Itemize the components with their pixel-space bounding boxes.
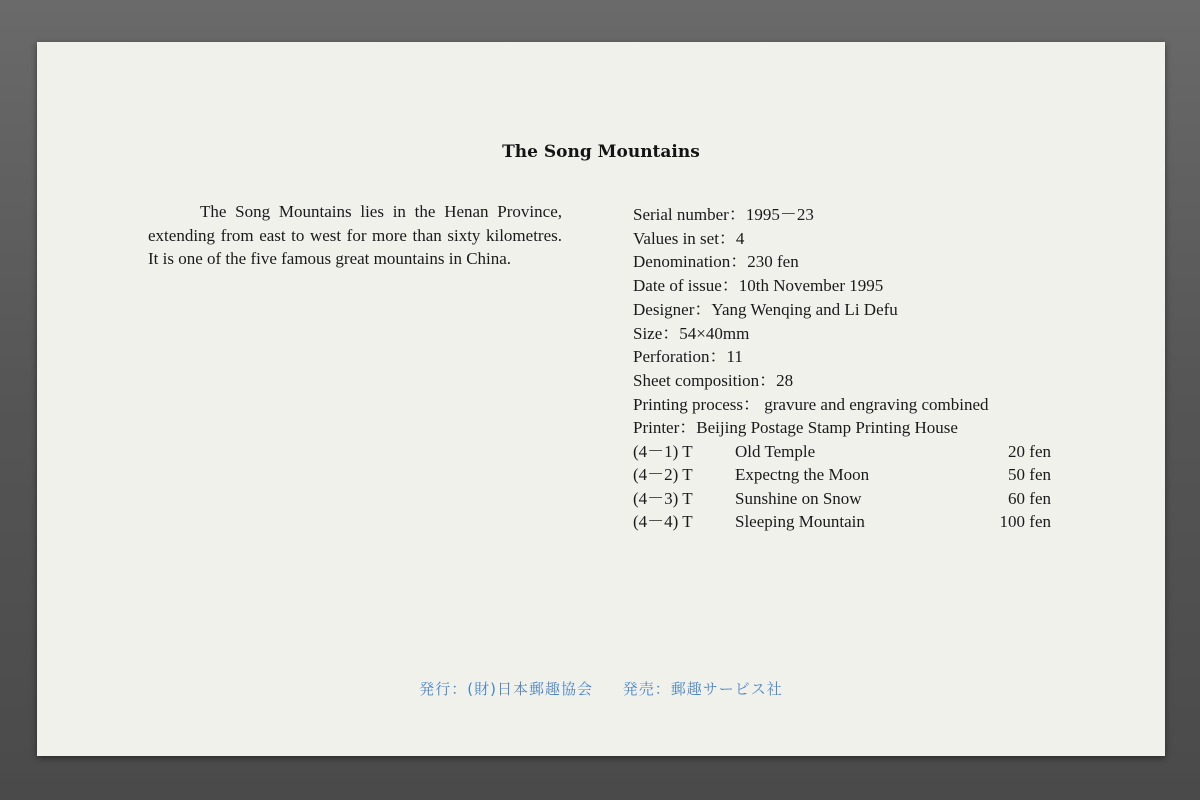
card-title: The Song Mountains xyxy=(502,142,700,162)
specs-block xyxy=(633,203,1051,533)
serial-number: Serial number：1995－23 xyxy=(633,205,814,224)
stamp-row xyxy=(633,440,1051,463)
size: Size：54×40mm xyxy=(633,323,750,343)
stamp-name: Sleeping Mountain xyxy=(735,511,865,531)
stamp-name: Sunshine on Snow xyxy=(735,488,862,508)
stamp-code: (4－2) T xyxy=(633,465,693,485)
stamp-code: (4－3) T xyxy=(633,488,693,508)
publisher-footer xyxy=(37,678,1165,699)
printing-process: Printing process： gravure and engraving combined xyxy=(633,394,989,414)
date-of-issue: Date of issue：10th November 1995 xyxy=(633,276,884,296)
stamp-list xyxy=(633,440,1051,533)
stamp-name: Old Temple xyxy=(735,442,816,462)
description-paragraph: The Song Mountains lies in the Henan Province, extending from east to west for more than sixty kilometres. It is one of the five famous great mountains in China. xyxy=(148,202,562,268)
stamp-row xyxy=(633,463,1051,486)
stamp-value: 60 fen xyxy=(1008,488,1051,508)
stamp-row xyxy=(633,510,1051,533)
printer: Printer：Beijing Postage Stamp Printing House xyxy=(633,418,958,438)
perforation: Perforation：11 xyxy=(633,347,743,367)
stamp-value: 20 fen xyxy=(1008,442,1051,462)
values-in-set: Values in set：4 xyxy=(633,228,745,248)
stamp-name: Expectng the Moon xyxy=(735,465,870,485)
denomination: Denomination：230 fen xyxy=(633,252,799,272)
issuer-text: 発行：(財)日本郵趣協会 xyxy=(419,680,593,698)
stamp-code: (4－4) T xyxy=(633,511,693,531)
sheet-composition: Sheet composition：28 xyxy=(633,370,794,390)
stamp-row xyxy=(633,487,1051,510)
designer: Designer：Yang Wenqing and Li Defu xyxy=(633,299,898,319)
stamp-value: 100 fen xyxy=(999,511,1051,531)
stamp-value: 50 fen xyxy=(1008,465,1051,485)
stamp-code: (4－1) T xyxy=(633,442,693,462)
info-card xyxy=(37,42,1165,756)
seller-text: 発売：郵趣サービス社 xyxy=(622,680,783,698)
